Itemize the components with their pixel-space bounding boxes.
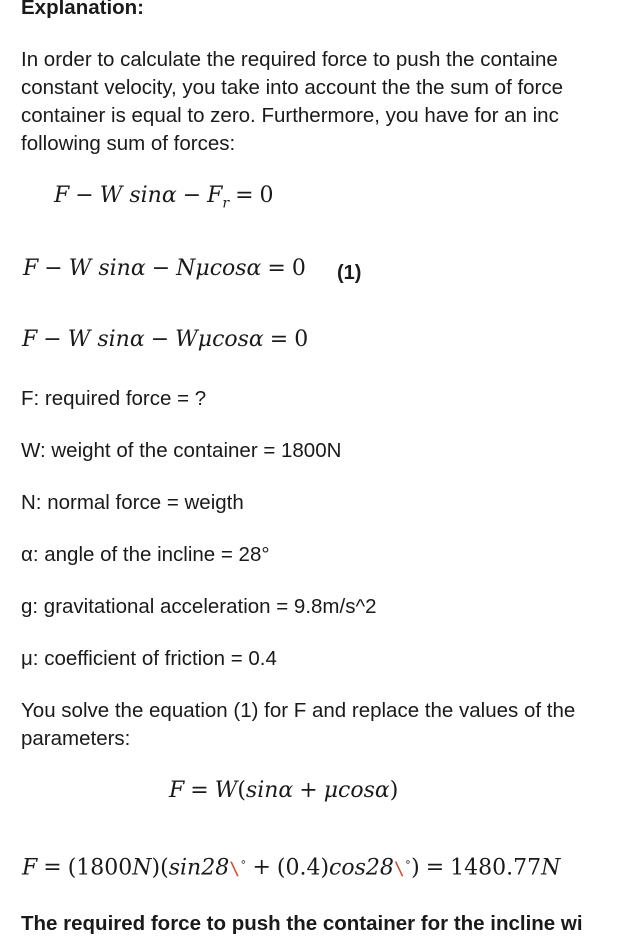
eq5-close-1: ) xyxy=(151,855,161,881)
eq5-equals-1: = xyxy=(43,855,62,881)
equation-1 xyxy=(23,254,306,284)
eq1-equals: = xyxy=(235,183,254,208)
definition-friction: μ: coefficient of friction = 0.4 xyxy=(21,647,277,670)
eq5-sin28: sin28 xyxy=(168,855,230,881)
eq3-alpha-1: α xyxy=(129,327,145,352)
eq5-equals-2: = xyxy=(425,855,445,881)
equation-weight-substituted xyxy=(22,325,308,355)
eq5-degree-2: ∘ xyxy=(404,855,412,870)
eq4-alpha-1: α xyxy=(278,778,294,803)
eq5-cos28: cos28 xyxy=(329,855,394,881)
eq3-cos: cos xyxy=(212,327,249,352)
eq5-unit: N xyxy=(541,855,561,881)
eq5-backslash-2: \ xyxy=(393,858,405,880)
eq3-minus-1: − xyxy=(43,327,62,352)
intro-line-1: In order to calculate the required force to push the containe xyxy=(21,48,558,71)
definition-gravity: g: gravitational acceleration = 9.8m/s^2 xyxy=(21,595,377,618)
eq1-Fr-sub: r xyxy=(222,195,230,212)
equation-solved-for-F xyxy=(169,776,398,806)
eq1-sin: sin xyxy=(129,183,162,208)
eq1-minus-2: − xyxy=(182,183,202,208)
eq1-W: W xyxy=(99,183,123,208)
explanation-heading: Explanation: xyxy=(21,0,145,19)
eq3-equals: = xyxy=(269,327,289,352)
eq5-plus: + xyxy=(252,855,271,881)
conclusion-text: The required force to push the container for the incline wi xyxy=(21,912,583,935)
definition-weight: W: weight of the container = 1800N xyxy=(21,439,342,462)
eq3-F: F xyxy=(22,327,38,352)
eq5-N-1: N xyxy=(132,855,152,881)
definition-angle: α: angle of the incline = 28° xyxy=(21,543,270,566)
intro-line-3: container is equal to zero. Furthermore, you have for an inc xyxy=(21,104,559,127)
eq3-W-1: W xyxy=(67,327,91,352)
eq5-result: 1480.77 xyxy=(450,855,542,881)
eq2-W: W xyxy=(68,256,92,281)
eq4-plus: + xyxy=(299,778,318,803)
eq1-minus-1: − xyxy=(75,183,94,208)
definition-normal-force: N: normal force = weigth xyxy=(21,491,244,514)
eq5-coef: (0.4) xyxy=(276,855,330,881)
eq5-backslash-1: \ xyxy=(229,858,241,880)
eq5-close-2: ) xyxy=(411,855,420,881)
eq4-close: ) xyxy=(389,778,399,803)
eq5-open-2: ( xyxy=(160,855,169,881)
equation-number-1: (1) xyxy=(337,262,362,284)
eq5-degree-1: ∘ xyxy=(240,855,247,870)
eq3-alpha-2: α xyxy=(248,327,264,352)
eq4-equals: = xyxy=(190,778,209,803)
eq4-W: W xyxy=(214,778,238,803)
eq2-mu: μ xyxy=(195,256,210,281)
eq3-sin: sin xyxy=(97,327,130,352)
eq4-F: F xyxy=(169,778,185,803)
eq4-alpha-2: α xyxy=(374,778,390,803)
solve-line-1: You solve the equation (1) for F and replace the values of the xyxy=(21,699,576,722)
equation-numeric-result xyxy=(22,848,560,884)
eq2-equals: = xyxy=(267,256,286,281)
eq2-alpha-2: α xyxy=(246,256,262,281)
eq4-sin: sin xyxy=(245,778,279,803)
eq1-Fr: F xyxy=(207,183,223,208)
eq4-open: ( xyxy=(237,778,246,803)
eq3-mu: μ xyxy=(197,327,213,352)
eq2-F: F xyxy=(23,256,39,281)
eq2-N: N xyxy=(176,256,196,281)
equation-sum-of-forces xyxy=(54,181,274,218)
eq3-zero: 0 xyxy=(294,327,309,352)
eq2-minus-2: − xyxy=(151,256,171,281)
eq4-cos: cos xyxy=(338,778,375,803)
eq2-sin: sin xyxy=(98,256,131,281)
intro-line-4: following sum of forces: xyxy=(21,132,236,155)
eq4-mu: μ xyxy=(323,778,339,803)
eq5-F: F xyxy=(22,855,38,881)
eq5-weight: (1800 xyxy=(67,855,133,881)
eq1-zero: 0 xyxy=(259,183,274,208)
eq2-minus-1: − xyxy=(44,256,63,281)
intro-line-2: constant velocity, you take into account the the sum of force xyxy=(21,76,564,99)
solve-line-2: parameters: xyxy=(21,727,131,750)
definition-force: F: required force = ? xyxy=(21,387,207,410)
eq3-minus-2: − xyxy=(150,327,170,352)
eq2-cos: cos xyxy=(209,256,247,281)
eq2-alpha-1: α xyxy=(130,256,146,281)
eq3-W-2: W xyxy=(175,327,198,352)
eq1-alpha: α xyxy=(161,183,177,208)
eq2-zero: 0 xyxy=(291,256,306,281)
eq1-F: F xyxy=(54,183,70,208)
